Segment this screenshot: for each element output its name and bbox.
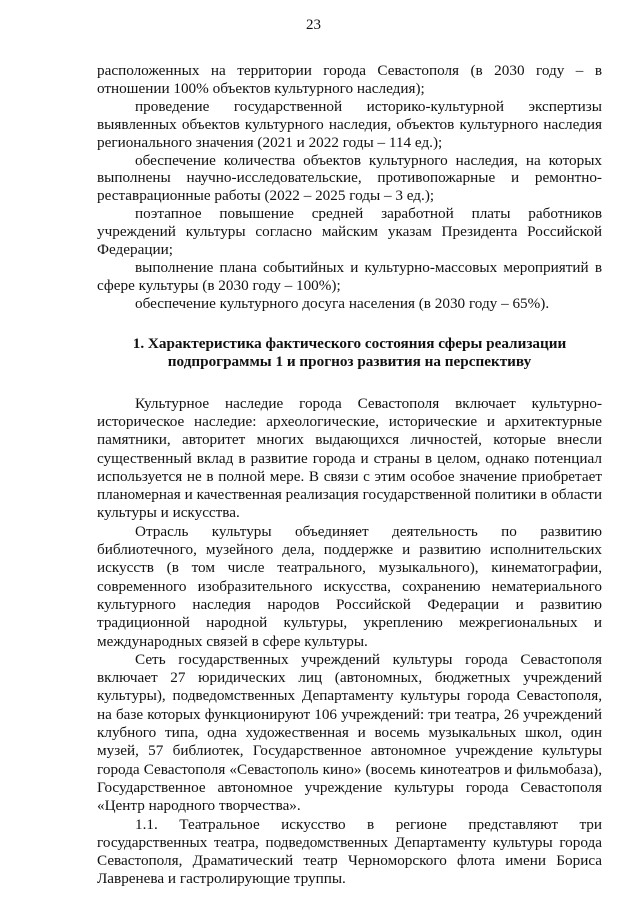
intro-paragraph: расположенных на территории города Севастополя (в 2030 году – в отношении 100% объектов культурного наследия); — [97, 62, 602, 97]
body-paragraph: Сеть государственных учреждений культуры города Севастополя включает 27 юридических лиц (автономных, бюджетных учреждений культуры), подведомственных Департаменту культуры города Севастополя, на базе которых функционируют 106 учреждений: три театра, 26 учреждений клубного типа, одна художественная и восемь музыкальных школ, один музей, 57 библиотек, Государственное автономное учреждение культуры города Севастополя «Севастополь кино» (восемь кинотеатров и фильмобаза), Государственное автономное учреждение культуры города Севастополя «Центр народного творчества». — [97, 650, 602, 815]
intro-paragraph: проведение государственной историко-культурной экспертизы выявленных объектов культурного наследия, объектов культурного наследия регионального значения (2021 и 2022 годы – 114 ед.); — [97, 97, 602, 151]
section-heading: 1. Характеристика фактического состояния сферы реализации подпрограммы 1 и прогноз развития на перспективу — [132, 334, 567, 370]
body-paragraph: Культурное наследие города Севастополя включает культурно-историческое наследие: археологические, исторические и архитектурные памятники, авторитет многих выдающихся личностей, которые внесли существенный вклад в развитие города и страны в целом, однако потенциал используется не в полной мере. В связи с этим особое значение приобретает планомерная и качественная реализация государственной политики в области культуры и искусства. — [97, 394, 602, 522]
section-body — [97, 395, 602, 889]
intro-paragraph: обеспечение количества объектов культурного наследия, на которых выполнены научно-исследовательские, противопожарные и ремонтно-реставрационные работы (2022 – 2025 годы – 3 ед.); — [97, 151, 602, 205]
intro-paragraph: обеспечение культурного досуга населения (в 2030 году – 65%). — [135, 294, 550, 312]
intro-paragraph: выполнение плана событийных и культурно-массовых мероприятий в сфере культуры (в 2030 году – 100%); — [97, 258, 602, 294]
page-content — [97, 62, 602, 889]
intro-paragraph: поэтапное повышение средней заработной платы работников учреждений культуры согласно майским указам Президента Российской Федерации; — [97, 205, 602, 259]
intro-list — [97, 62, 602, 313]
body-paragraph: 1.1. Театральное искусство в регионе представляют три государственных театра, подведомственных Департаменту культуры города Севастополя, Драматический театр Черноморского флота имени Бориса Лавренева и гастролирующие труппы. — [97, 815, 602, 888]
page-number: 23 — [306, 17, 321, 33]
body-paragraph: Отрасль культуры объединяет деятельность по развитию библиотечного, музейного дела, поддержке и развитию исполнительских искусств (в том числе театрального, музыкального), кинематографии, современного изобразительного искусства, сохранению нематериального культурного наследия народов Российской Федерации и развитию традиционной народной культуры, укреплению межрегиональных и международных связей в сфере культуры. — [97, 522, 602, 650]
